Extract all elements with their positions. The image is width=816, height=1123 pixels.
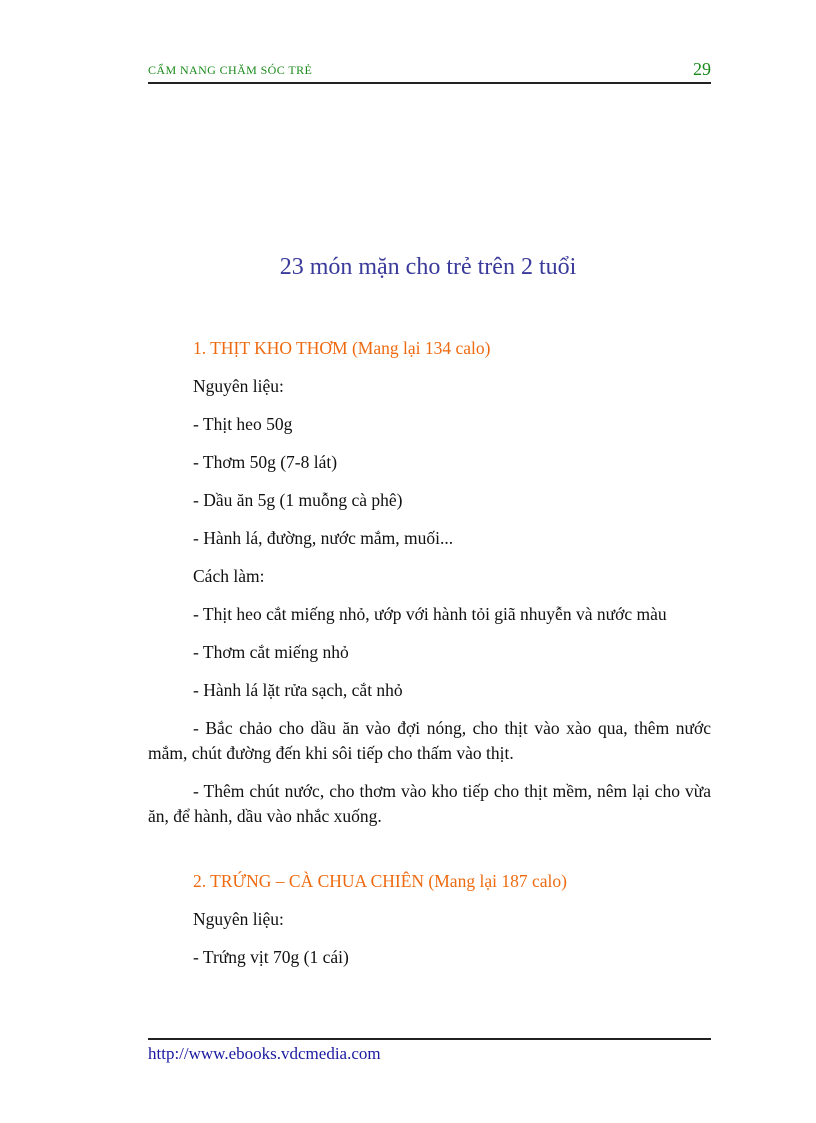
method-step: - Bắc chảo cho dầu ăn vào đợi nóng, cho thịt vào xào qua, thêm nước mắm, chút đường đến khi sôi tiếp cho thấm vào thịt. xyxy=(148,718,711,763)
page-number: 29 xyxy=(693,59,711,79)
ingredient-item: - Thơm 50g (7-8 lát) xyxy=(193,452,338,472)
recipe-2-heading: 2. TRỨNG – CÀ CHUA CHIÊN (Mang lại 187 calo) xyxy=(193,871,567,891)
page-header xyxy=(148,58,711,84)
method-step: - Thêm chút nước, cho thơm vào kho tiếp cho thịt mềm, nêm lại cho vừa ăn, để hành, dầu vào nhắc xuống. xyxy=(148,781,711,826)
method-step: - Thơm cắt miếng nhỏ xyxy=(193,642,349,662)
method-step: - Thịt heo cắt miếng nhỏ, ướp với hành tỏi giã nhuyễn và nước màu xyxy=(193,604,667,624)
recipe-1-method-label: Cách làm: xyxy=(193,566,265,586)
method-step: - Hành lá lặt rửa sạch, cắt nhỏ xyxy=(193,680,403,700)
ingredient-item: - Thịt heo 50g xyxy=(193,414,293,434)
ingredient-item: - Hành lá, đường, nước mắm, muối... xyxy=(193,528,454,548)
footer-divider xyxy=(148,1038,711,1040)
ingredient-item: - Trứng vịt 70g (1 cái) xyxy=(193,947,349,967)
recipe-2-ingredients-label: Nguyên liệu: xyxy=(193,909,284,929)
recipe-1-ingredients-label: Nguyên liệu: xyxy=(193,376,284,396)
recipe-1-heading: 1. THỊT KHO THƠM (Mang lại 134 calo) xyxy=(193,338,491,358)
footer-link[interactable]: http://www.ebooks.vdcmedia.com xyxy=(148,1044,381,1063)
book-title: CẨM NANG CHĂM SÓC TRẺ xyxy=(148,63,313,77)
ingredient-item: - Dầu ăn 5g (1 muỗng cà phê) xyxy=(193,490,403,510)
chapter-title: 23 món mặn cho trẻ trên 2 tuổi xyxy=(279,254,577,280)
page-content xyxy=(148,336,711,983)
